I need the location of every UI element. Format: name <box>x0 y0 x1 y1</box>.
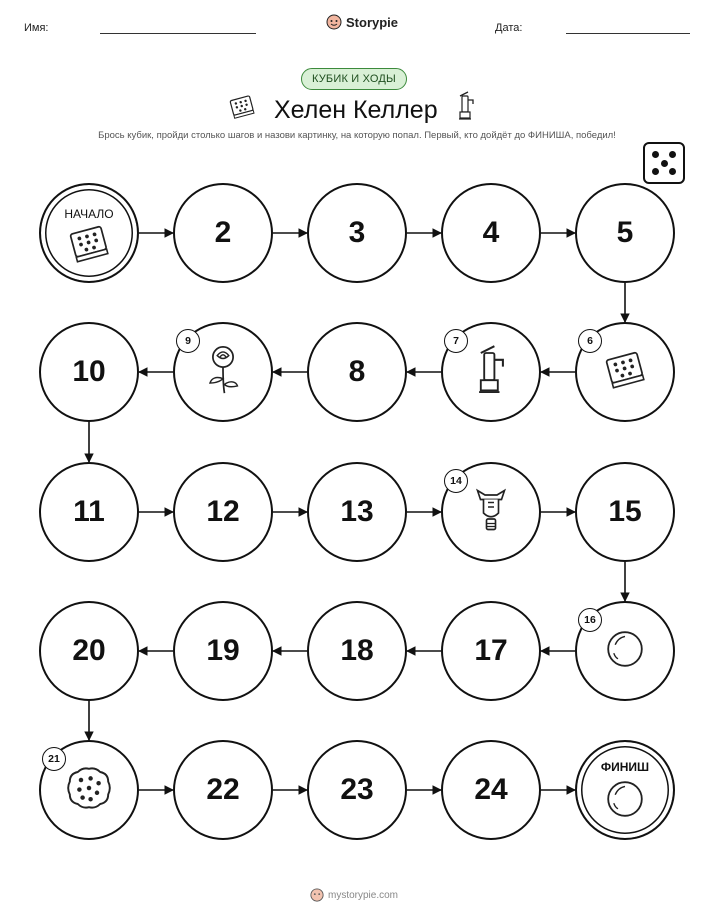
cookie-icon <box>65 764 113 817</box>
braille-book-icon <box>603 348 647 397</box>
rose-icon <box>201 344 245 401</box>
space-number-badge: 16 <box>578 608 602 632</box>
start-space <box>39 183 139 283</box>
space-number: 2 <box>214 216 232 249</box>
space-number: 17 <box>474 634 508 667</box>
board-space-24 <box>441 740 541 840</box>
space-number: 23 <box>340 773 374 806</box>
space-number: 12 <box>206 495 240 528</box>
date-label: Дата: <box>495 22 523 34</box>
board-space-11 <box>39 462 139 562</box>
space-number-badge: 7 <box>444 329 468 353</box>
glass-ball-icon <box>604 778 646 825</box>
board-space-13 <box>307 462 407 562</box>
footer-url: mystorypie.com <box>328 889 399 901</box>
board-space-5 <box>575 183 675 283</box>
space-number: 5 <box>616 216 634 249</box>
space-number: 13 <box>340 495 374 528</box>
space-number-badge: 6 <box>578 329 602 353</box>
board-space-20 <box>39 601 139 701</box>
board-space-3 <box>307 183 407 283</box>
board-space-8 <box>307 322 407 422</box>
space-number: 10 <box>72 355 106 388</box>
board-space-22 <box>173 740 273 840</box>
braille-book-icon <box>67 222 111 271</box>
board-space-18 <box>307 601 407 701</box>
finish-label: ФИНИШ <box>600 760 650 774</box>
board-space-2 <box>173 183 273 283</box>
instructions: Брось кубик, пройди столько шагов и назови картинку, на которую попал. Первый, кто дойдёт до ФИНИША, победил! <box>98 130 616 141</box>
space-number-badge: 14 <box>444 469 468 493</box>
space-number: 22 <box>206 773 240 806</box>
throat-voice-icon <box>473 486 509 539</box>
space-number: 19 <box>206 634 240 667</box>
space-number: 4 <box>482 216 500 249</box>
board-space-4 <box>441 183 541 283</box>
game-type-badge: КУБИК И ХОДЫ <box>301 68 407 90</box>
board-space-12 <box>173 462 273 562</box>
space-number: 8 <box>348 355 366 388</box>
space-number-badge: 21 <box>42 747 66 771</box>
board-space-23 <box>307 740 407 840</box>
water-pump-icon <box>474 342 508 403</box>
brand-name: Storypie <box>346 14 399 30</box>
board-space-10 <box>39 322 139 422</box>
storypie-mascot-icon <box>310 888 324 902</box>
space-number: 3 <box>348 216 366 249</box>
space-number-badge: 9 <box>176 329 200 353</box>
board-space-17 <box>441 601 541 701</box>
space-number: 20 <box>72 634 106 667</box>
page-title: Хелен Келлер <box>274 96 438 124</box>
board-space-19 <box>173 601 273 701</box>
name-label: Имя: <box>24 22 49 34</box>
glass-ball-icon <box>604 628 646 675</box>
space-number: 11 <box>73 495 105 528</box>
footer <box>310 888 398 902</box>
board-space-15 <box>575 462 675 562</box>
space-number: 24 <box>474 773 508 806</box>
space-number: 15 <box>608 495 642 528</box>
space-number: 18 <box>340 634 374 667</box>
start-label: НАЧАЛО <box>64 207 114 221</box>
finish-space <box>575 740 675 840</box>
